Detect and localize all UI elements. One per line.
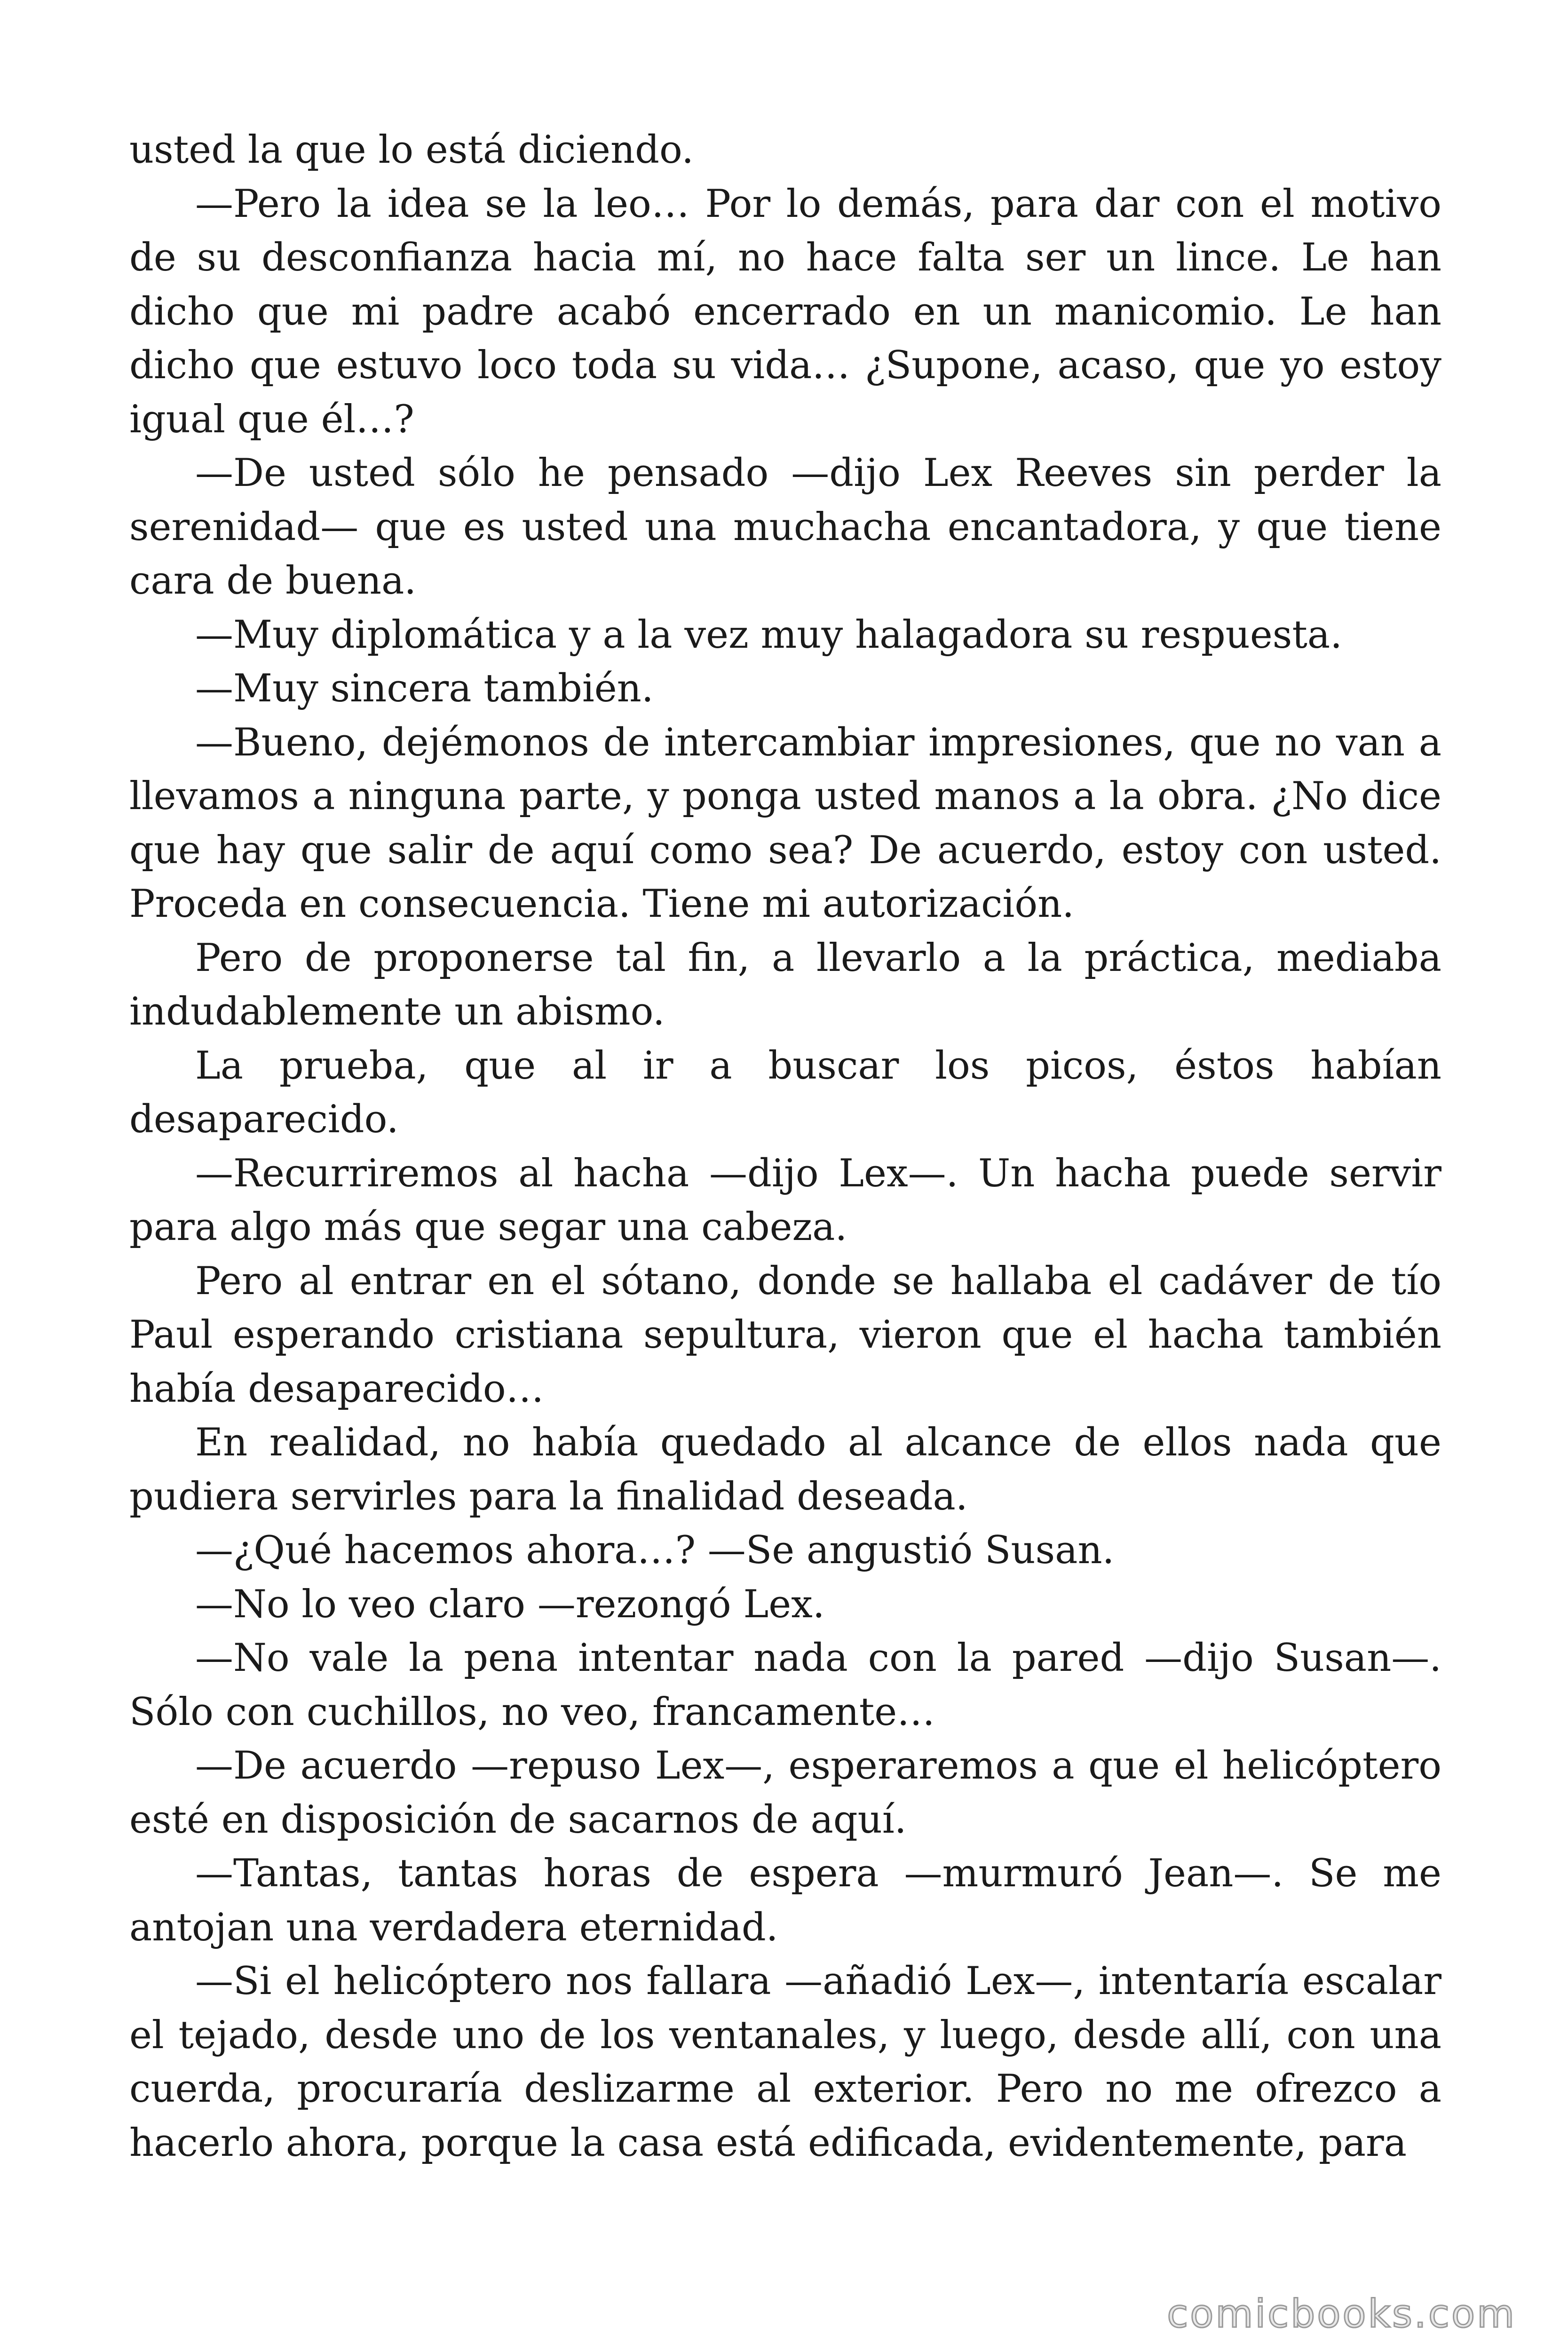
paragraph-dialogue: —Muy diplomática y a la vez muy halagadora su respuesta. [195, 612, 1342, 657]
paragraph-narration: En realidad, no había quedado al alcance de ellos nada que pudiera servirles para la finalidad deseada. [129, 1421, 1441, 1519]
paragraph-dialogue: —Pero la idea se la leo… Por lo demás, para dar con el motivo de su desconfianza hacia mí, no hace falta ser un lince. Le han dicho que mi padre acabó encerrado en un manicomio. Le han dicho que estuvo loco toda su vida… ¿Supone, acaso, que yo estoy igual que él…? [129, 182, 1441, 442]
paragraph-dialogue: —Tantas, tantas horas de espera —murmuró Jean—. Se me antojan una verdadera eternidad. [129, 1851, 1441, 1950]
paragraph-narration: La prueba, que al ir a buscar los picos, éstos habían desaparecido. [129, 1043, 1441, 1142]
paragraph-dialogue: —De usted sólo he pensado —dijo Lex Reeves sin perder la serenidad— que es usted una muchacha encantadora, y que tiene cara de buena. [129, 451, 1441, 603]
page-text [129, 123, 1441, 2170]
paragraph-dialogue: —Recurriremos al hacha —dijo Lex—. Un hacha puede servir para algo más que segar una cabeza. [129, 1151, 1441, 1249]
paragraph-dialogue: —Bueno, dejémonos de intercambiar impresiones, que no van a llevamos a ninguna parte, y ponga usted manos a la obra. ¿No dice que hay que salir de aquí como sea? De acuerdo, estoy con usted. Proceda en consecuencia. Tiene mi autorización. [129, 720, 1441, 926]
paragraph-dialogue: —¿Qué hacemos ahora…? —Se angustió Susan. [195, 1528, 1115, 1573]
paragraph-dialogue: —Si el helicóptero nos fallara —añadió Lex—, intentaría escalar el tejado, desde uno de los ventanales, y luego, desde allí, con una cuerda, procuraría deslizarme al exterior. Pero no me ofrezco a hacerlo ahora, porque la casa está edificada, evidentemente, para [129, 1959, 1441, 2165]
watermark: comicbooks.com [1167, 2292, 1516, 2336]
paragraph-narration: Pero al entrar en el sótano, donde se hallaba el cadáver de tío Paul esperando cristiana sepultura, vieron que el hacha también había desaparecido… [129, 1259, 1441, 1411]
paragraph-dialogue: —No lo veo claro —rezongó Lex. [195, 1582, 825, 1627]
paragraph-narration: Pero de proponerse tal fin, a llevarlo a la práctica, mediaba indudablemente un abismo. [129, 936, 1441, 1034]
paragraph-dialogue: —No vale la pena intentar nada con la pared —dijo Susan—. Sólo con cuchillos, no veo, francamente… [129, 1636, 1441, 1734]
paragraph-continuation: usted la que lo está diciendo. [129, 128, 694, 172]
paragraph-dialogue: —De acuerdo —repuso Lex—, esperaremos a que el helicóptero esté en disposición de sacarnos de aquí. [129, 1744, 1441, 1842]
paragraph-dialogue: —Muy sincera también. [195, 667, 654, 711]
